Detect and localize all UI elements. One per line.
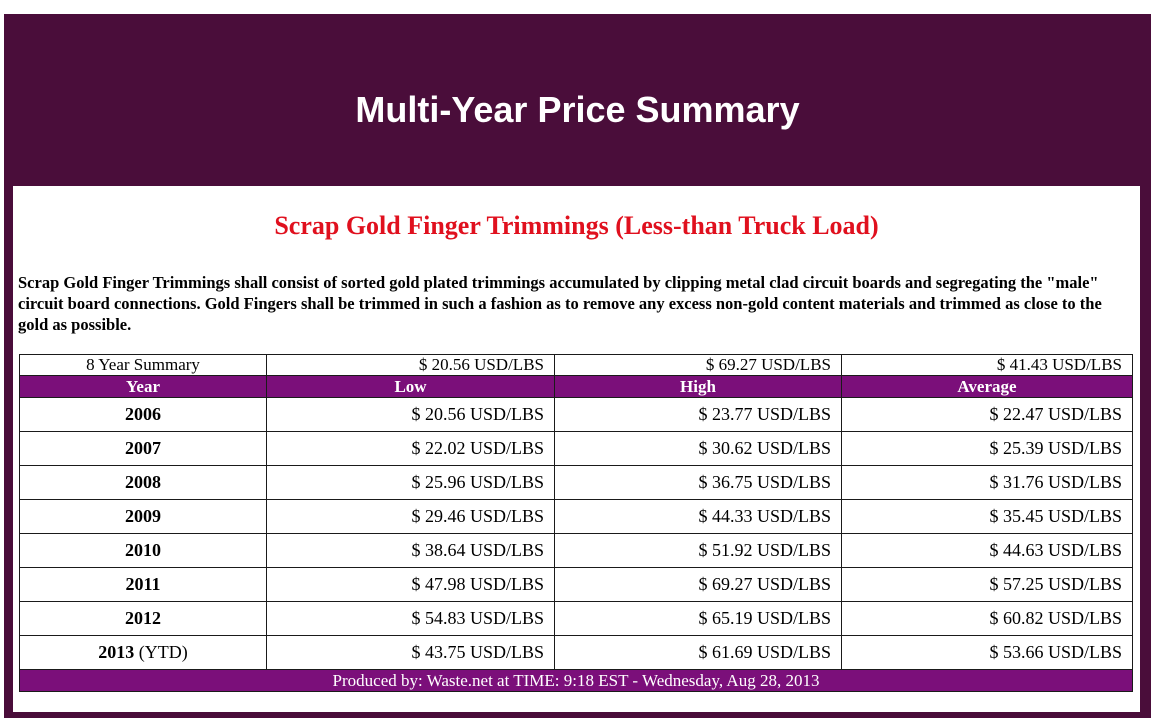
summary-label: 8 Year Summary (20, 355, 267, 376)
low-price-cell: $ 47.98 USD/LBS (267, 568, 555, 602)
table-footer-row (20, 670, 1133, 692)
summary-high: $ 69.27 USD/LBS (555, 355, 842, 376)
summary-low: $ 20.56 USD/LBS (267, 355, 555, 376)
average-price-cell: $ 35.45 USD/LBS (842, 500, 1133, 534)
summary-row (20, 355, 1133, 376)
average-price-cell: $ 44.63 USD/LBS (842, 534, 1133, 568)
high-price-cell: $ 61.69 USD/LBS (555, 636, 842, 670)
average-price-cell: $ 31.76 USD/LBS (842, 466, 1133, 500)
year-cell (20, 568, 267, 602)
high-price-cell: $ 69.27 USD/LBS (555, 568, 842, 602)
average-price-cell: $ 22.47 USD/LBS (842, 398, 1133, 432)
average-price-cell: $ 57.25 USD/LBS (842, 568, 1133, 602)
low-price-cell: $ 38.64 USD/LBS (267, 534, 555, 568)
high-price-cell: $ 51.92 USD/LBS (555, 534, 842, 568)
high-price-cell: $ 44.33 USD/LBS (555, 500, 842, 534)
low-price-cell: $ 29.46 USD/LBS (267, 500, 555, 534)
year-value: 2007 (125, 438, 161, 458)
year-cell (20, 398, 267, 432)
table-row (20, 500, 1133, 534)
price-table (19, 354, 1133, 692)
low-price-cell: $ 43.75 USD/LBS (267, 636, 555, 670)
table-row (20, 432, 1133, 466)
column-header-average: Average (842, 376, 1133, 398)
year-value: 2006 (125, 404, 161, 424)
year-cell (20, 534, 267, 568)
average-price-cell: $ 25.39 USD/LBS (842, 432, 1133, 466)
table-header-row (20, 376, 1133, 398)
table-body (20, 398, 1133, 670)
low-price-cell: $ 22.02 USD/LBS (267, 432, 555, 466)
high-price-cell: $ 23.77 USD/LBS (555, 398, 842, 432)
product-description: Scrap Gold Finger Trimmings shall consist of sorted gold plated trimmings accumulated by clipping metal clad circuit boards and segregating the "male" circuit board connections. Gold Fingers shall be trimmed in such a fashion as to remove any excess non-gold content materials and trimmed as close to the gold as possible. (18, 273, 1102, 334)
year-cell (20, 500, 267, 534)
table-row (20, 466, 1133, 500)
slide-frame (4, 14, 1151, 718)
year-value: 2008 (125, 472, 161, 492)
table-row (20, 636, 1133, 670)
page-title: Multi-Year Price Summary (355, 89, 800, 130)
column-header-year: Year (20, 376, 267, 398)
high-price-cell: $ 65.19 USD/LBS (555, 602, 842, 636)
year-value: 2013 (98, 642, 135, 662)
year-cell (20, 602, 267, 636)
year-value: 2010 (125, 540, 161, 560)
table-row (20, 534, 1133, 568)
year-value: 2009 (125, 506, 161, 526)
high-price-cell: $ 36.75 USD/LBS (555, 466, 842, 500)
year-cell (20, 432, 267, 466)
year-value: 2011 (125, 574, 161, 594)
average-price-cell: $ 53.66 USD/LBS (842, 636, 1133, 670)
high-price-cell: $ 30.62 USD/LBS (555, 432, 842, 466)
table-row (20, 398, 1133, 432)
produced-by-footer: Produced by: Waste.net at TIME: 9:18 EST - Wednesday, Aug 28, 2013 (20, 670, 1133, 692)
year-value: 2012 (125, 608, 161, 628)
low-price-cell: $ 25.96 USD/LBS (267, 466, 555, 500)
average-price-cell: $ 60.82 USD/LBS (842, 602, 1133, 636)
product-title: Scrap Gold Finger Trimmings (Less-than Truck Load) (274, 211, 879, 240)
year-cell (20, 636, 267, 670)
content-panel (13, 186, 1140, 712)
low-price-cell: $ 54.83 USD/LBS (267, 602, 555, 636)
year-cell (20, 466, 267, 500)
column-header-high: High (555, 376, 842, 398)
column-header-low: Low (267, 376, 555, 398)
summary-average: $ 41.43 USD/LBS (842, 355, 1133, 376)
low-price-cell: $ 20.56 USD/LBS (267, 398, 555, 432)
table-row (20, 568, 1133, 602)
year-suffix: (YTD) (134, 642, 188, 662)
table-row (20, 602, 1133, 636)
